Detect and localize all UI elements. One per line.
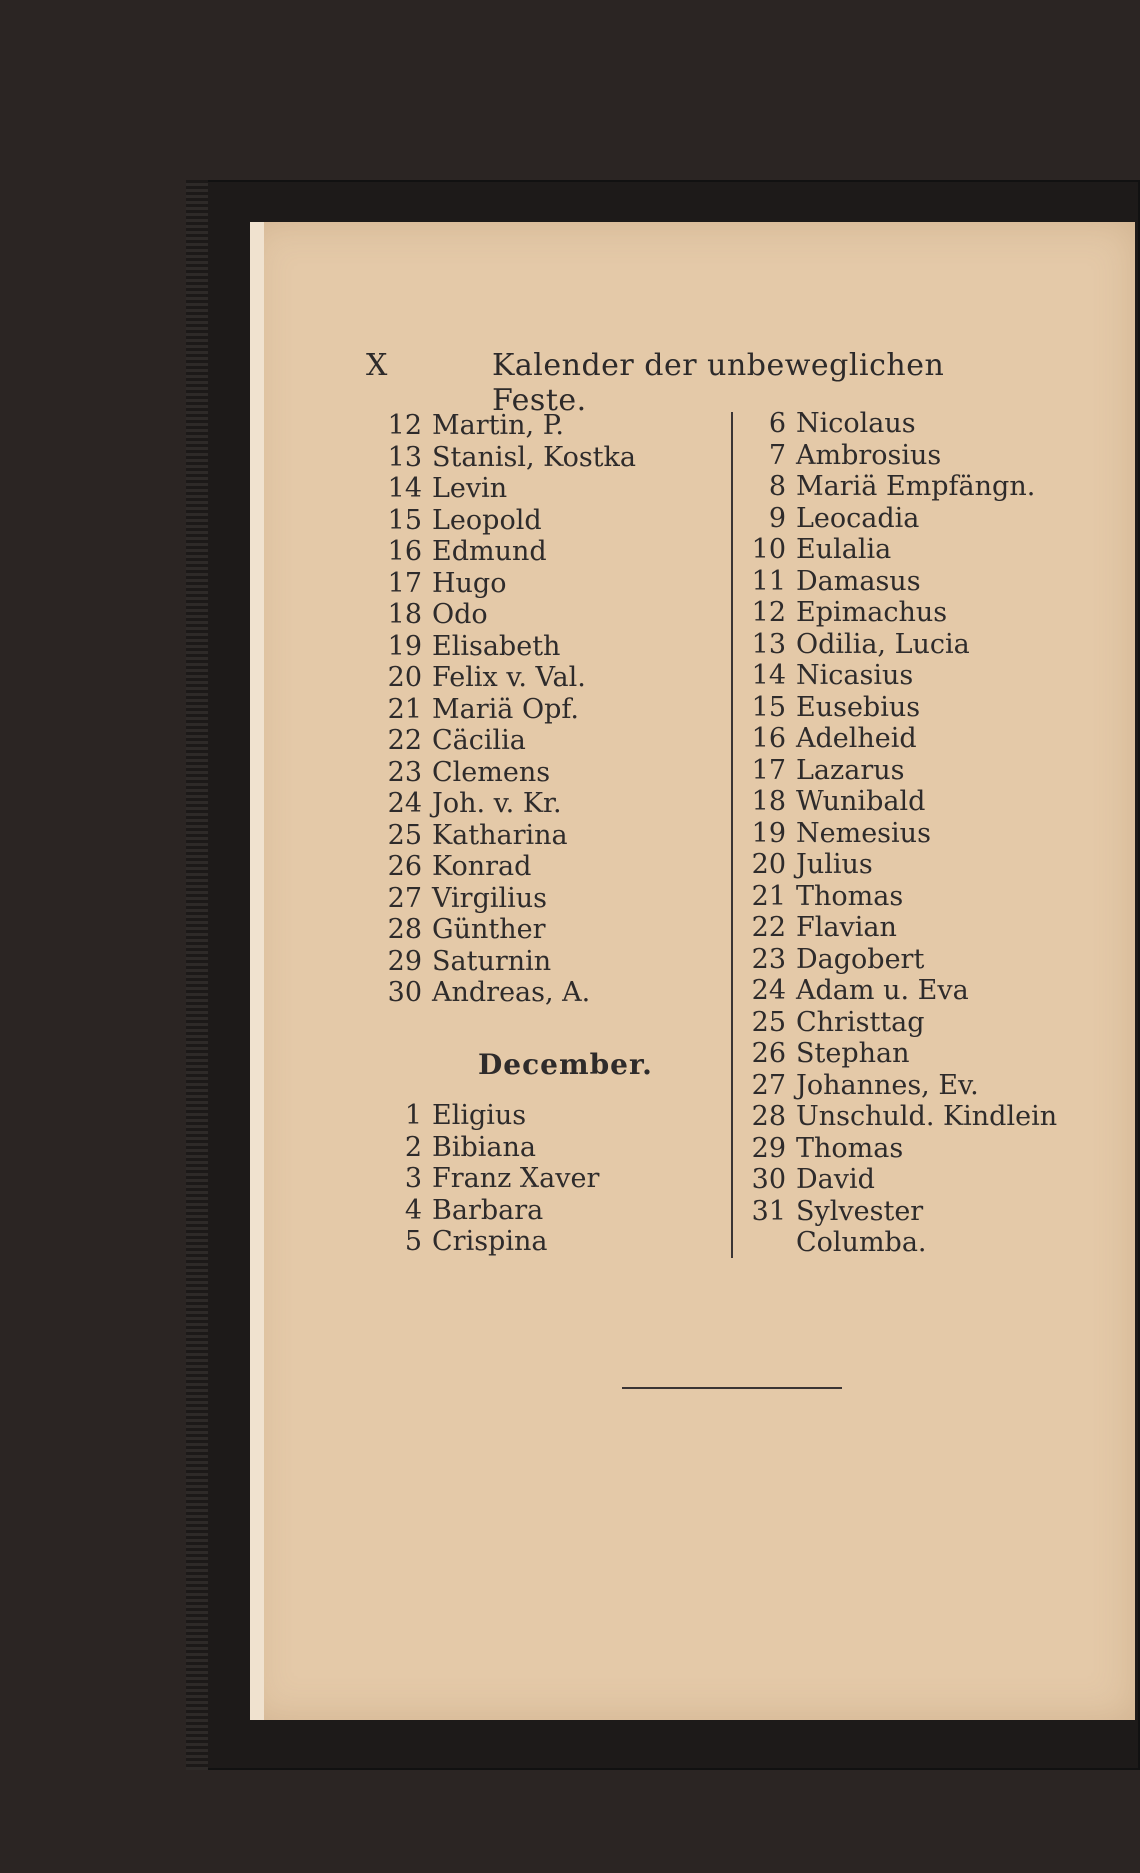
month-heading-december: December. xyxy=(478,1048,653,1081)
saint-name: Unschuld. Kindlein xyxy=(796,1101,1058,1132)
saint-name: Odo xyxy=(432,599,488,630)
day-number: 29 xyxy=(387,945,422,977)
saint-name: Odilia, Lucia xyxy=(796,628,970,660)
saint-name: Joh. v. Kr. xyxy=(432,788,562,819)
saint-name: Mariä Empfängn. xyxy=(796,471,1036,502)
saint-name: Crispina xyxy=(432,1226,548,1257)
day-number: 20 xyxy=(387,662,422,693)
day-number: 14 xyxy=(751,660,786,691)
calendar-entry xyxy=(740,755,1130,787)
calendar-entry xyxy=(740,912,1130,944)
calendar-entry xyxy=(740,471,1130,503)
calendar-entry xyxy=(376,1100,736,1132)
saint-name: Cäcilia xyxy=(432,725,526,756)
saint-name: Saturnin xyxy=(432,945,552,977)
calendar-entry xyxy=(740,440,1130,472)
calendar-entry xyxy=(740,534,1130,566)
day-number: 8 xyxy=(768,471,786,502)
calendar-entry xyxy=(376,1132,736,1164)
day-number: 4 xyxy=(404,1194,422,1226)
december-left-column xyxy=(376,1100,736,1258)
calendar-entry xyxy=(740,1070,1130,1102)
saint-name: Katharina xyxy=(432,819,568,851)
december-right-column xyxy=(740,408,1130,1259)
day-number: 25 xyxy=(751,1006,786,1038)
saint-name: Bibiana xyxy=(432,1131,536,1163)
saint-name: Thomas xyxy=(796,880,904,912)
calendar-entry xyxy=(376,442,736,474)
calendar-entry xyxy=(376,631,736,663)
calendar-entry xyxy=(740,786,1130,818)
day-number: 16 xyxy=(387,536,422,567)
saint-name: Eusebius xyxy=(796,691,921,723)
day-number: 9 xyxy=(768,502,786,534)
calendar-entry xyxy=(740,1164,1130,1196)
day-number: 15 xyxy=(751,691,786,723)
calendar-entry xyxy=(740,849,1130,881)
calendar-entry xyxy=(740,1133,1130,1165)
saint-name: Virgilius xyxy=(432,882,548,914)
saint-name: David xyxy=(796,1164,875,1195)
saint-name: Johannes, Ev. xyxy=(796,1069,979,1101)
saint-name: Sylvester xyxy=(796,1195,924,1227)
day-number: 30 xyxy=(387,977,422,1008)
saint-name: Barbara xyxy=(432,1194,544,1226)
calendar-entry xyxy=(376,725,736,757)
day-number: 27 xyxy=(387,882,422,914)
saint-name: Christtag xyxy=(796,1006,925,1038)
saint-name: Damasus xyxy=(796,565,921,597)
saint-name: Dagobert xyxy=(796,943,925,975)
calendar-entry xyxy=(740,597,1130,629)
column-divider xyxy=(731,412,733,1257)
saint-name: Eulalia xyxy=(796,534,892,565)
day-number: 19 xyxy=(387,630,422,662)
page-title: Kalender der unbeweglichen Feste. xyxy=(492,348,945,418)
day-number: 26 xyxy=(387,851,422,882)
calendar-entry xyxy=(376,662,736,694)
day-number: 20 xyxy=(751,849,786,880)
day-number: 11 xyxy=(751,565,786,597)
saint-name: Julius xyxy=(796,849,873,880)
day-number: 3 xyxy=(404,1163,422,1194)
saint-name: Günther xyxy=(432,914,546,945)
saint-name: Stanisl, Kostka xyxy=(432,441,636,473)
day-number: 10 xyxy=(751,534,786,565)
saint-name: Flavian xyxy=(796,912,897,943)
saint-name: Nemesius xyxy=(796,817,931,849)
saint-name: Edmund xyxy=(432,536,547,567)
saint-name: Felix v. Val. xyxy=(432,662,586,693)
day-number: 23 xyxy=(387,756,422,788)
saint-name: Eligius xyxy=(432,1100,527,1131)
calendar-entry xyxy=(376,946,736,978)
calendar-entry xyxy=(740,975,1130,1007)
calendar-entry xyxy=(740,660,1130,692)
calendar-entry xyxy=(376,473,736,505)
calendar-entry xyxy=(376,1226,736,1258)
day-number: 26 xyxy=(751,1038,786,1069)
saint-name: Wunibald xyxy=(796,786,926,817)
calendar-entry xyxy=(376,977,736,1009)
saint-name: Adam u. Eva xyxy=(796,975,969,1006)
calendar-entry xyxy=(740,818,1130,850)
day-number: 13 xyxy=(751,628,786,660)
day-number: 18 xyxy=(751,786,786,817)
day-number: 22 xyxy=(751,912,786,943)
november-column xyxy=(376,410,736,1009)
saint-name: Clemens xyxy=(432,756,551,788)
day-number: 22 xyxy=(387,725,422,756)
calendar-entry xyxy=(740,1196,1130,1228)
day-number: 28 xyxy=(751,1101,786,1132)
day-number: 12 xyxy=(387,410,422,441)
day-number: 24 xyxy=(751,975,786,1006)
saint-name: Adelheid xyxy=(796,723,917,754)
page-number: X xyxy=(366,348,388,383)
calendar-entry xyxy=(376,914,736,946)
saint-name: Stephan xyxy=(796,1038,910,1069)
calendar-entry xyxy=(740,566,1130,598)
column-divider-fragment xyxy=(731,1168,733,1190)
day-number: 25 xyxy=(387,819,422,851)
saint-name: Nicasius xyxy=(796,660,914,691)
day-number: 16 xyxy=(751,723,786,754)
column-divider-fragment xyxy=(731,1200,733,1258)
saint-name: Elisabeth xyxy=(432,630,561,662)
calendar-entry xyxy=(740,408,1130,440)
calendar-entry xyxy=(376,694,736,726)
day-number: 7 xyxy=(768,439,786,471)
saint-name: Andreas, A. xyxy=(432,977,591,1008)
calendar-entry xyxy=(376,883,736,915)
calendar-entry xyxy=(376,568,736,600)
day-number: 30 xyxy=(751,1164,786,1195)
calendar-entry xyxy=(376,536,736,568)
day-number: 15 xyxy=(387,504,422,536)
calendar-entry xyxy=(376,757,736,789)
calendar-entry xyxy=(740,723,1130,755)
saint-name: Lazarus xyxy=(796,754,905,786)
calendar-entry xyxy=(740,1227,1130,1259)
day-number: 14 xyxy=(387,473,422,504)
day-number: 13 xyxy=(387,441,422,473)
book-spine-edge xyxy=(186,180,208,1770)
calendar-entry xyxy=(740,1007,1130,1039)
saint-name: Franz Xaver xyxy=(432,1163,600,1194)
saint-name: Konrad xyxy=(432,851,532,882)
saint-name: Epimachus xyxy=(796,597,948,628)
calendar-entry xyxy=(376,820,736,852)
calendar-entry xyxy=(740,881,1130,913)
saint-name: Levin xyxy=(432,473,508,504)
page-header xyxy=(360,348,980,418)
calendar-entry xyxy=(740,503,1130,535)
saint-name: Leopold xyxy=(432,504,542,536)
calendar-entry xyxy=(740,1101,1130,1133)
page-edge xyxy=(250,222,264,1720)
end-rule xyxy=(622,1387,842,1389)
saint-name: Martin, P. xyxy=(432,410,564,441)
day-number: 27 xyxy=(751,1069,786,1101)
calendar-entry xyxy=(376,410,736,442)
saint-name: Leocadia xyxy=(796,502,920,534)
day-number: 2 xyxy=(404,1131,422,1163)
calendar-entry xyxy=(376,1195,736,1227)
day-number: 21 xyxy=(751,880,786,912)
day-number: 21 xyxy=(387,693,422,725)
saint-name: Nicolaus xyxy=(796,408,916,439)
day-number: 28 xyxy=(387,914,422,945)
day-number: 23 xyxy=(751,943,786,975)
saint-name: Ambrosius xyxy=(796,439,942,471)
calendar-entry xyxy=(376,599,736,631)
day-number: 17 xyxy=(751,754,786,786)
day-number: 5 xyxy=(404,1226,422,1257)
calendar-entry xyxy=(740,629,1130,661)
day-number: 24 xyxy=(387,788,422,819)
calendar-entry xyxy=(740,692,1130,724)
saint-name: Hugo xyxy=(432,567,507,599)
calendar-entry xyxy=(376,505,736,537)
day-number: 31 xyxy=(751,1195,786,1227)
day-number: 12 xyxy=(751,597,786,628)
day-number: 6 xyxy=(768,408,786,439)
calendar-entry xyxy=(376,788,736,820)
day-number: 19 xyxy=(751,817,786,849)
day-number: 17 xyxy=(387,567,422,599)
calendar-entry xyxy=(376,1163,736,1195)
calendar-entry xyxy=(740,944,1130,976)
calendar-entry xyxy=(740,1038,1130,1070)
day-number: 1 xyxy=(404,1100,422,1131)
day-number: 18 xyxy=(387,599,422,630)
calendar-entry xyxy=(376,851,736,883)
day-number: 29 xyxy=(751,1132,786,1164)
saint-name: Columba. xyxy=(796,1227,927,1258)
saint-name: Mariä Opf. xyxy=(432,693,579,725)
saint-name: Thomas xyxy=(796,1132,904,1164)
